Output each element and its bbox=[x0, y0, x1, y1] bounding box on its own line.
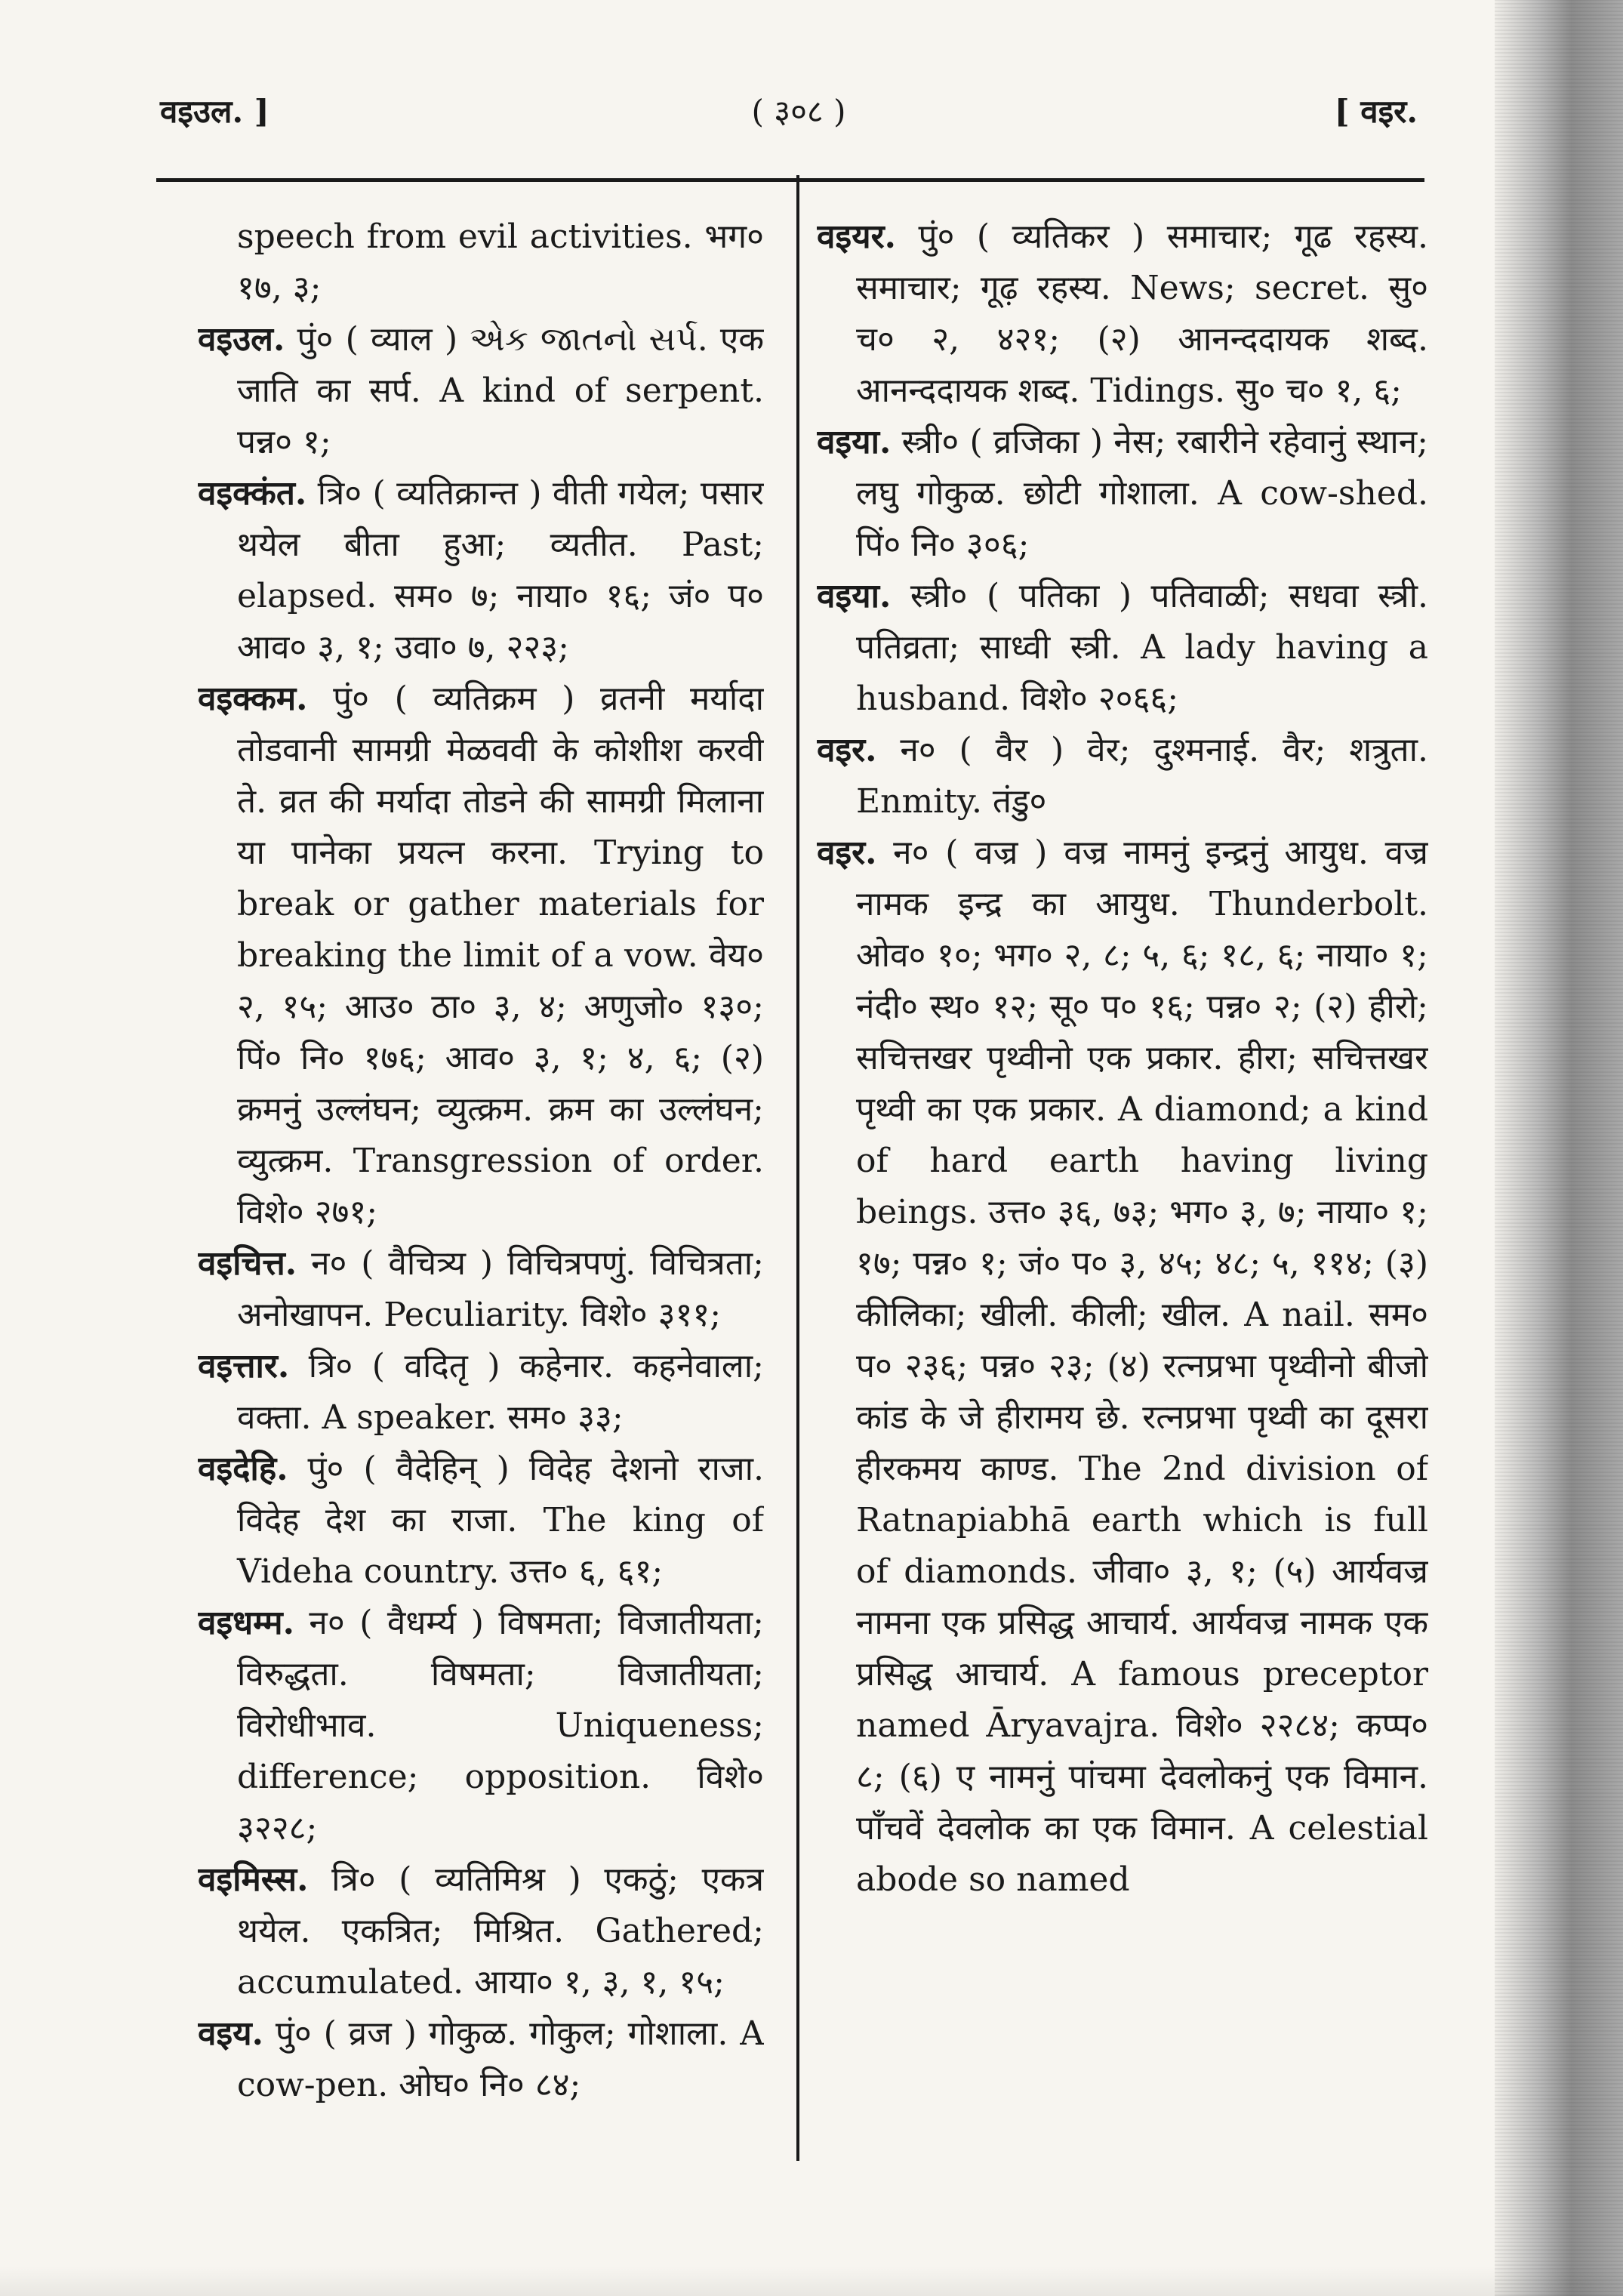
entry-definition: पुं० ( व्यतिक्रम ) व्रतनी मर्यादा तोडवानी सामग्री मेळववी के कोशीश करवी ते. व्रत की मर्यादा तोडने की सामग्री मिलाना या पानेका प्रयत्न करना. Trying to break or gather materials for breaking the limit of a vow. वेय० २, १५; आउ० ठा० ३, ४; अणुजो० १३०; पिं० नि० १७६; आव० ३, १; ४, ६; (२) क्रमनुं उल्लंघन; व्युत्क्रम. क्रम का उल्लंघन; व्युत्क्रम. Transgression of order. विशे० २७१; bbox=[237, 680, 764, 1231]
entry-headword: वइउल. bbox=[198, 320, 285, 359]
column-divider bbox=[796, 175, 799, 2161]
header-rule bbox=[156, 178, 1424, 182]
scan-bottom-shade bbox=[0, 2266, 1623, 2296]
entry-definition: न० ( वैचित्र्य ) विचित्रपणुं. विचित्रता; अनोखापन. Peculiarity. विशे० ३११; bbox=[237, 1244, 764, 1334]
entry-headword: वइया. bbox=[817, 577, 892, 615]
entry-definition: न० ( वैधर्म्य ) विषमता; विजातीयता; विरुद्धता. विषमता; विजातीयता; विरोधीभाव. Uniqueness; difference; opposition. विशे० ३२२८; bbox=[237, 1604, 764, 1848]
entry-definition: स्त्री० ( व्रजिका ) नेस; रबारीने रहेवानुं स्थान; लघु गोकुळ. छोटी गोशाला. A cow-shed. पिं० नि० ३०६; bbox=[856, 423, 1428, 564]
dictionary-entry bbox=[198, 1238, 764, 1341]
entry-definition: पुं० ( वैदेहिन् ) विदेह देशनो राजा. विदेह देश का राजा. The king of Videha country. उत्त० ६, ६१; bbox=[237, 1450, 764, 1591]
dictionary-entry bbox=[198, 468, 764, 673]
entry-definition: त्रि० ( व्यतिक्रान्त ) वीती गयेल; पसार थयेल बीता हुआ; व्यतीत. Past; elapsed. सम० ७; नाया० १६; जं० प० आव० ३, १; उवा० ७, २२३; bbox=[237, 474, 764, 667]
header-left-guideword: वइउल. ] bbox=[160, 93, 269, 130]
entry-definition: न० ( वज्र ) वज्र नामनुं इन्द्रनुं आयुध. वज्र नामक इन्द्र का आयुध. Thunderbolt. ओव० १०; भग० २, ८; ५, ६; १८, ६; नाया० १; नंदी० स्थ० १२; सू० प० १६; पन्न० २; (२) हीरो; सचित्तखर पृथ्वीनो एक प्रकार. हीरा; सचित्तखर पृथ्वी का एक प्रकार. A diamond; a kind of hard earth having living beings. उत्त० ३६, ७३; भग० ३, ७; नाया० १; १७; पन्न० १; जं० प० ३, ४५; ४८; ५, ११४; (३) कीलिका; खीली. कीली; खील. A nail. सम० प० २३६; पन्न० २३; (४) रत्नप्रभा पृथ्वीनो बीजो कांड के जे हीरामय छे. रत्नप्रभा पृथ्वी का दूसरा हीरकमय काण्ड. The 2nd division of Ratnapiabhā earth which is full of diamonds. जीवा० ३, १; (५) आर्यवज्र नामना एक प्रसिद्ध आचार्य. आर्यवज्र नामक एक प्रसिद्ध आचार्य. A famous preceptor named Āryavajra. विशे० २२८४; कप्प० ८; (६) ए नामनुं पांचमा देवलोकनुं एक विमान. पाँचवें देवलोक का एक विमान. A celestial abode so named bbox=[856, 834, 1428, 1899]
scanned-page-edge bbox=[1495, 0, 1623, 2296]
entry-headword: वइधम्म. bbox=[198, 1604, 294, 1642]
page-number: ( ३०८ ) bbox=[751, 93, 846, 130]
dictionary-entry bbox=[817, 827, 1428, 1906]
header-right-guideword: [ वइर. bbox=[1334, 93, 1418, 130]
left-column bbox=[198, 211, 764, 2250]
entry-definition: पुं० ( व्यतिकर ) समाचार; गूढ रहस्य. समाचार; गूढ़ रहस्य. News; secret. सु० च० २, ४२१; (२) आनन्ददायक शब्द. आनन्ददायक शब्द. Tidings. सु० च० १, ६; bbox=[856, 217, 1428, 410]
entry-definition: पुं० ( व्रज ) गोकुळ. गोकुल; गोशाला. A cow-pen. ओघ० नि० ८४; bbox=[237, 2014, 764, 2104]
dictionary-entry bbox=[198, 211, 764, 314]
entry-definition: पुं० ( व्याल ) એક જાતનો સર્પ. एक जाति का सर्प. A kind of serpent. पन्न० १; bbox=[237, 320, 764, 461]
dictionary-entry bbox=[817, 725, 1428, 827]
entry-headword: वइत्तार. bbox=[198, 1347, 290, 1385]
entry-definition: त्रि० ( व्यतिमिश्र ) एकठुं; एकत्र थयेल. एकत्रित; मिश्रित. Gathered; accumulated. आया० १, ३, १, १५; bbox=[237, 1860, 764, 2002]
entry-headword: वइर. bbox=[817, 731, 877, 769]
entry-headword: वइक्कम. bbox=[198, 680, 308, 718]
dictionary-entry bbox=[198, 673, 764, 1238]
entry-headword: वइचित्त. bbox=[198, 1244, 297, 1283]
dictionary-entry bbox=[198, 1854, 764, 2008]
dictionary-entry bbox=[198, 1341, 764, 1444]
entry-headword: वइया. bbox=[817, 423, 892, 461]
entry-headword: वइर. bbox=[817, 834, 877, 872]
dictionary-entry bbox=[198, 1598, 764, 1854]
entry-headword: वइय. bbox=[198, 2014, 263, 2053]
entry-definition: स्त्री० ( पतिका ) पतिवाळी; सधवा स्त्री. पतिव्रता; साध्वी स्त्री. A lady having a husband. विशे० २०६६; bbox=[856, 577, 1428, 718]
entry-headword: वइक्कंत. bbox=[198, 474, 307, 513]
entry-headword: वइमिस्स. bbox=[198, 1860, 309, 1899]
dictionary-entry bbox=[817, 571, 1428, 725]
entry-definition: न० ( वैर ) वेर; दुश्मनाई. वैर; शत्रुता. Enmity. तंडु० bbox=[856, 731, 1428, 821]
entry-headword: वइयर. bbox=[817, 217, 896, 256]
entry-definition: त्रि० ( वदितृ ) कहेनार. कहनेवाला; वक्ता. A speaker. सम० ३३; bbox=[237, 1347, 764, 1437]
dictionary-entry bbox=[198, 2008, 764, 2111]
dictionary-entry bbox=[817, 211, 1428, 417]
entry-headword: वइदेहि. bbox=[198, 1450, 288, 1488]
right-column bbox=[817, 211, 1428, 2250]
dictionary-entry bbox=[198, 1444, 764, 1598]
dictionary-entry bbox=[817, 417, 1428, 571]
dictionary-entry bbox=[198, 314, 764, 468]
entry-definition: speech from evil activities. भग० १७, ३; bbox=[237, 217, 764, 307]
